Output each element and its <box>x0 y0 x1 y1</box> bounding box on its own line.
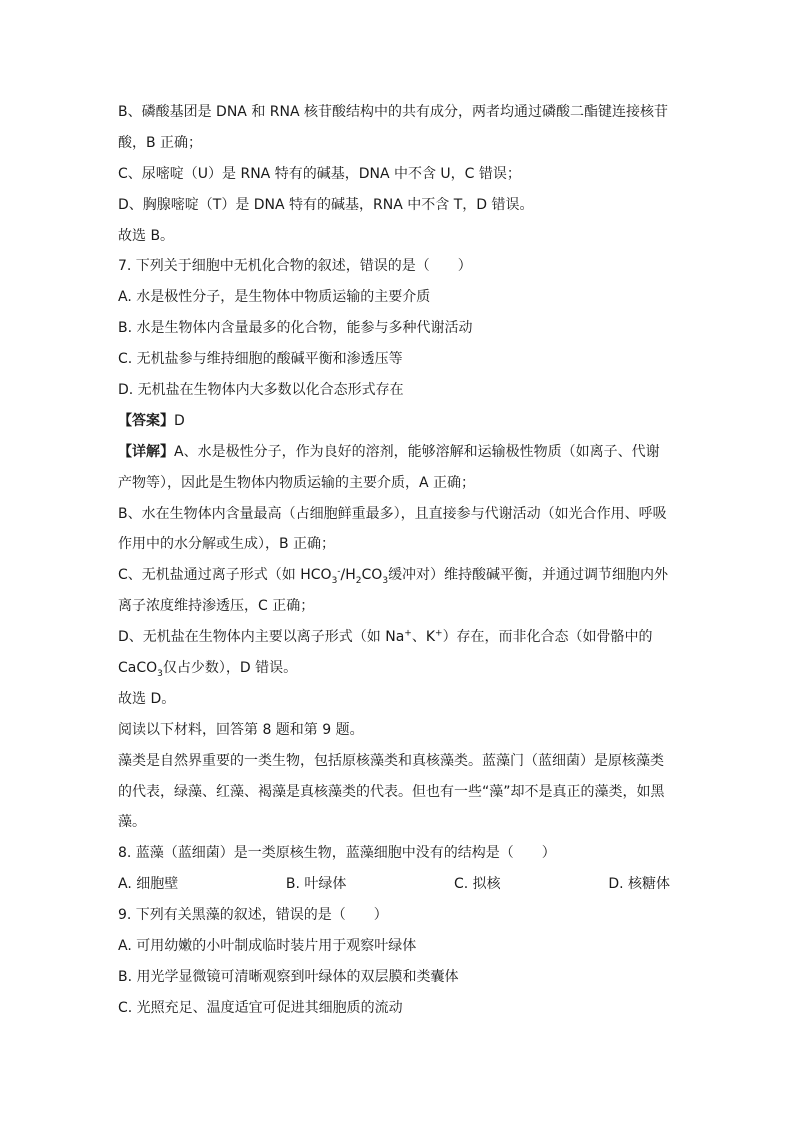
document-page <box>118 97 678 1024</box>
question-8-stem: 8. 蓝藻（蓝细菌）是一类原核生物，蓝藻细胞中没有的结构是（ ） <box>118 845 556 862</box>
question-8-option-a: A. 细胞壁 <box>118 876 179 893</box>
superscript: - <box>337 566 341 577</box>
detail-label: 【详解】 <box>118 443 174 460</box>
text-line: 产物等），因此是生物体内物质运输的主要介质，A 正确； <box>118 474 476 491</box>
question-9-stem: 9. 下列有关黑藻的叙述，错误的是（ ） <box>118 907 388 924</box>
question-7-option-c: C. 无机盐参与维持细胞的酸碱平衡和渗透压等 <box>118 351 403 368</box>
text-line-chem <box>118 622 678 653</box>
text-line: B、磷酸基团是 DNA 和 RNA 核苷酸结构中的共有成分，两者均通过磷酸二酯键连接核苷 <box>118 104 669 120</box>
text-line: 离子浓度维持渗透压，C 正确； <box>118 598 315 615</box>
material-text: 的代表，绿藻、红藻、褐藻是真核藻类的代表。但也有一些“藻”却不是真正的藻类，如黑 <box>118 783 665 800</box>
detail-text: A、水是极性分子，作为良好的溶剂，能够溶解和运输极性物质（如离子、代谢 <box>174 443 660 460</box>
text-fragment: D、无机盐在生物体内主要以离子形式（如 Na <box>118 629 405 646</box>
answer-label: 【答案】 <box>118 412 174 429</box>
superscript: + <box>404 628 412 639</box>
text-line: C、尿嘧啶（U）是 RNA 特有的碱基，DNA 中不含 U，C 错误； <box>118 165 521 182</box>
text-line: 故选 B。 <box>118 227 175 244</box>
material-intro: 阅读以下材料，回答第 8 题和第 9 题。 <box>118 721 364 738</box>
text-line: 酸，B 正确； <box>118 134 203 151</box>
question-7-option-b: B. 水是生物体内含量最多的化合物，能参与多种代谢活动 <box>118 320 473 337</box>
question-7-option-a: A. 水是极性分子，是生物体中物质运输的主要介质 <box>118 289 431 306</box>
question-8-options <box>118 869 670 900</box>
answer-line <box>118 406 678 437</box>
detail-line <box>118 437 678 468</box>
question-8-option-b: B. 叶绿体 <box>285 876 347 893</box>
answer-value: D <box>174 412 185 429</box>
text-line: B、水在生物体内含量最高（占细胞鲜重最多），且直接参与代谢活动（如光合作用、呼吸 <box>118 505 667 522</box>
subscript: 3 <box>157 668 163 679</box>
text-line: 作用中的水分解或生成），B 正确； <box>118 536 336 553</box>
text-line-chem <box>118 653 678 684</box>
text-line-chem <box>118 560 678 591</box>
text-fragment: CO <box>361 567 383 584</box>
question-8-option-d: D. 核糖体 <box>608 876 670 893</box>
question-9-option-b: B. 用光学显微镜可清晰观察到叶绿体的双层膜和类囊体 <box>118 968 459 985</box>
question-9-option-a: A. 可用幼嫩的小叶制成临时装片用于观察叶绿体 <box>118 938 417 955</box>
subscript: 2 <box>355 576 362 587</box>
subscript: 3 <box>382 576 389 587</box>
text-fragment: ）存在，而非化合态（如骨骼中的 <box>442 629 653 646</box>
question-9-option-c: C. 光照充足、温度适宜可促进其细胞质的流动 <box>118 999 403 1016</box>
material-text: 藻类是自然界重要的一类生物，包括原核藻类和真核藻类。蓝藻门（蓝细菌）是原核藻类 <box>118 752 664 769</box>
text-fragment: C、无机盐通过离子形式（如 HCO <box>118 567 332 584</box>
question-8-option-c: C. 拟核 <box>454 876 501 893</box>
text-fragment: 缓冲对）维持酸碱平衡，并通过调节细胞内外 <box>388 567 669 584</box>
text-fragment: 仅占少数），D 错误。 <box>162 660 298 677</box>
superscript: + <box>435 628 443 639</box>
material-text: 藻。 <box>118 814 146 831</box>
subscript: 3 <box>331 576 338 587</box>
text-line: D、胸腺嘧啶（T）是 DNA 特有的碱基，RNA 中不含 T，D 错误。 <box>118 196 534 213</box>
text-line: 故选 D。 <box>118 690 176 707</box>
text-fragment: 、K <box>411 629 436 646</box>
text-fragment: /H <box>340 567 356 584</box>
text-fragment: CaCO <box>118 660 158 677</box>
question-7-option-d: D. 无机盐在生物体内大多数以化合态形式存在 <box>118 382 404 399</box>
question-7-stem: 7. 下列关于细胞中无机化合物的叙述，错误的是（ ） <box>118 258 472 275</box>
